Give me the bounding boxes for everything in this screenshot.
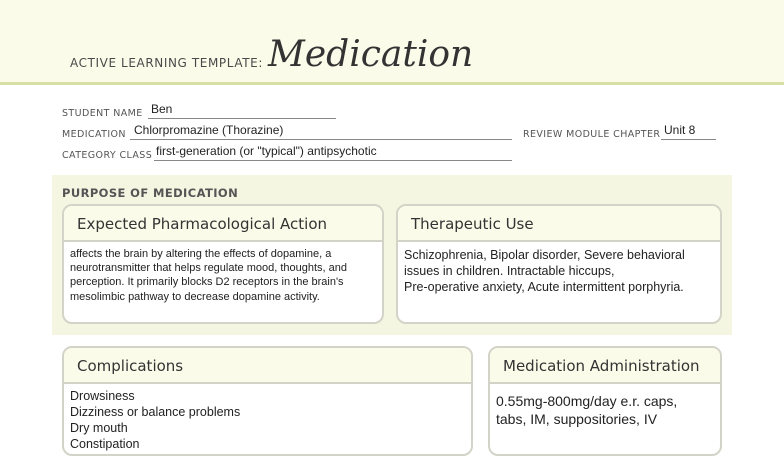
expected-action-card — [62, 204, 384, 324]
complication-item: Constipation — [70, 437, 140, 451]
therapeutic-use-line: issues in children. Intractable hiccups, — [404, 264, 615, 278]
purpose-title: PURPOSE OF MEDICATION — [62, 186, 239, 200]
expected-action-line: affects the brain by altering the effects of dopamine, a — [70, 248, 332, 260]
expected-action-line: perception. It primarily blocks D2 receptors in the brain's — [70, 276, 344, 289]
page-title: Medication — [268, 34, 474, 75]
student-name-field[interactable]: Ben — [151, 102, 173, 116]
administration-line: 0.55mg-800mg/day e.r. caps, — [496, 393, 678, 409]
administration-line: tabs, IM, suppositories, IV — [496, 411, 658, 427]
administration-text[interactable] — [490, 384, 720, 433]
review-module-field[interactable]: Unit 8 — [664, 123, 696, 137]
expected-action-heading: Expected Pharmacological Action — [64, 206, 382, 242]
medication-label: MEDICATION — [62, 129, 126, 140]
category-class-label: CATEGORY CLASS — [62, 150, 153, 161]
template-label: ACTIVE LEARNING TEMPLATE: — [70, 56, 263, 70]
student-name-line — [148, 106, 336, 119]
therapeutic-use-text[interactable] — [398, 242, 720, 300]
complications-heading: Complications — [64, 348, 471, 384]
therapeutic-use-heading: Therapeutic Use — [398, 206, 720, 242]
administration-card — [488, 346, 722, 456]
therapeutic-use-card — [396, 204, 722, 324]
review-module-label: REVIEW MODULE CHAPTER — [523, 129, 661, 140]
administration-heading: Medication Administration — [490, 348, 720, 384]
therapeutic-use-line: Pre-operative anxiety, Acute intermittent porphyria. — [404, 280, 684, 294]
complications-card — [62, 346, 473, 456]
expected-action-line: mesolimbic pathway to decrease dopamine activity. — [70, 290, 320, 303]
expected-action-text[interactable] — [64, 242, 382, 309]
therapeutic-use-line: Schizophrenia, Bipolar disorder, Severe behavioral — [404, 248, 685, 262]
complication-item: Dry mouth — [70, 421, 128, 435]
student-name-label: STUDENT NAME — [62, 108, 143, 119]
medication-field[interactable]: Chlorpromazine (Thorazine) — [134, 123, 284, 137]
complications-list[interactable] — [64, 384, 471, 456]
expected-action-line: neurotransmitter that helps regulate mood, thoughts, and — [70, 262, 348, 275]
category-class-field[interactable]: first-generation (or "typical") antipsychotic — [156, 144, 377, 158]
complication-item: Dizziness or balance problems — [70, 405, 241, 419]
complication-item: Drowsiness — [70, 389, 135, 403]
